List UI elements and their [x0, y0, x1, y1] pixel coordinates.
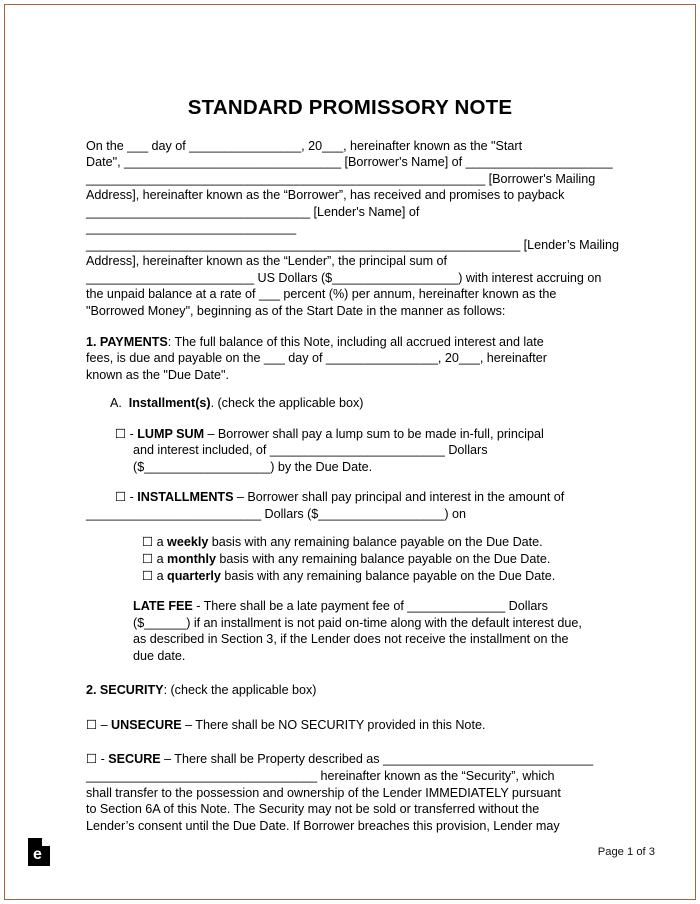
intro-line-8: ________________________ US Dollars ($__________________) with interest accruing on: [86, 270, 602, 285]
lump-sum-text: – Borrower shall pay a lump sum to be made in-full, principal: [204, 426, 544, 441]
installments-option-monthly[interactable]: [86, 551, 619, 568]
late-fee-line-3: as described in Section 3, if the Lender does not receive the installment on the: [133, 632, 569, 647]
quarterly-post: basis with any remaining balance payable on the Due Date.: [220, 568, 556, 583]
payments-line-2: fees, is due and payable on the ___ day of ________________, 20___, hereinafter: [86, 351, 547, 366]
intro-line-5: ________________________________ [Lender's Name] of ______________________________: [86, 204, 420, 236]
secure-checkbox[interactable]: ☐: [86, 751, 98, 767]
weekly-pre: a: [156, 535, 168, 550]
installments-checkbox[interactable]: ☐: [115, 489, 127, 505]
payments-item-a-rest: . (check the applicable box): [210, 396, 364, 411]
section-security: [86, 682, 619, 834]
eforms-document-icon: [27, 837, 51, 867]
security-heading: 2. SECURITY: [86, 683, 164, 698]
monthly-checkbox[interactable]: ☐: [142, 551, 154, 567]
installments-option-weekly[interactable]: [86, 534, 619, 551]
payments-heading-rest: : The full balance of this Note, including all accrued interest and late: [167, 334, 544, 349]
late-fee-line-4: due date.: [133, 648, 186, 663]
payments-item-a-label: Installment(s): [128, 396, 211, 411]
lump-sum-line-1: [86, 426, 619, 443]
unsecure-checkbox[interactable]: ☐: [86, 716, 98, 732]
unsecure-label: UNSECURE: [111, 717, 182, 732]
secure-option[interactable]: [86, 751, 619, 834]
secure-label: SECURE: [108, 752, 161, 767]
secure-line-2: _________________________________ hereinafter known as the “Security”, which: [86, 768, 555, 783]
svg-text:e: e: [33, 846, 42, 863]
page-border: [4, 4, 696, 900]
lump-sum-checkbox[interactable]: ☐: [115, 425, 127, 441]
security-heading-line: [86, 682, 619, 699]
payments-heading-line: [86, 334, 619, 351]
late-fee-line-1: [86, 598, 619, 615]
weekly-label: weekly: [167, 535, 209, 550]
intro-paragraph: [86, 138, 619, 320]
document-body: [23, 138, 677, 835]
intro-line-6: ______________________________________________________________ [Lender’s Mailing: [86, 237, 619, 252]
monthly-pre: a: [156, 552, 168, 567]
secure-line-5: Lender’s consent until the Due Date. If Borrower breaches this provision, Lender may: [86, 818, 560, 833]
payments-line-3: known as the "Due Date".: [86, 367, 229, 382]
intro-line-3: _________________________________________________________ [Borrower's Mailing: [86, 171, 596, 186]
installments-line-1: [86, 489, 619, 506]
monthly-label: monthly: [167, 552, 217, 567]
payments-heading: 1. PAYMENTS: [86, 334, 168, 349]
lump-sum-line-3: ($__________________) by the Due Date.: [133, 459, 373, 474]
intro-line-7: Address], hereinafter known as the “Lender”, the principal sum of: [86, 254, 448, 269]
page-number-label: Page 1 of 3: [597, 846, 655, 858]
unsecure-dash: –: [97, 717, 112, 732]
quarterly-checkbox[interactable]: ☐: [142, 567, 154, 583]
document-page: [5, 5, 695, 899]
weekly-checkbox[interactable]: ☐: [142, 534, 154, 550]
quarterly-pre: a: [156, 568, 168, 583]
intro-line-1: On the ___ day of ________________, 20___, hereinafter known as the "Start: [86, 138, 523, 153]
lump-sum-dash: -: [126, 426, 138, 441]
installments-line-2: _________________________ Dollars ($__________________) on: [86, 506, 466, 521]
page-footer: [5, 835, 695, 869]
intro-line-9: the unpaid balance at a rate of ___ percent (%) per annum, hereinafter known as the: [86, 287, 557, 302]
weekly-post: basis with any remaining balance payable on the Due Date.: [208, 535, 543, 550]
lump-sum-label: LUMP SUM: [137, 426, 205, 441]
quarterly-label: quarterly: [167, 568, 221, 583]
section-payments: [86, 334, 619, 412]
lump-sum-option[interactable]: [86, 426, 619, 476]
monthly-post: basis with any remaining balance payable on the Due Date.: [216, 552, 551, 567]
page-title: STANDARD PROMISSORY NOTE: [187, 96, 513, 119]
payments-item-a-marker: A.: [110, 396, 122, 411]
intro-line-10: "Borrowed Money", beginning as of the Start Date in the manner as follows:: [86, 304, 506, 319]
secure-line-1: [86, 751, 619, 768]
installments-text: – Borrower shall pay principal and interest in the amount of: [233, 490, 565, 505]
secure-line-4: to Section 6A of this Note. The Security may not be sold or transferred without the: [86, 802, 540, 817]
lump-sum-line-2: and interest included, of _________________________ Dollars: [133, 443, 488, 458]
late-fee-text: - There shall be a late payment fee of ______________ Dollars: [192, 599, 548, 614]
installments-label: INSTALLMENTS: [137, 490, 234, 505]
unsecure-option[interactable]: [86, 717, 619, 734]
installments-dash: -: [126, 490, 138, 505]
secure-dash: -: [97, 752, 109, 767]
security-heading-rest: : (check the applicable box): [163, 683, 317, 698]
secure-line-3: shall transfer to the possession and ownership of the Lender IMMEDIATELY pursuant: [86, 785, 561, 800]
installments-option[interactable]: [86, 489, 619, 584]
intro-line-4: Address], hereinafter known as the “Borrower”, has received and promises to payback: [86, 188, 565, 203]
unsecure-text: – There shall be NO SECURITY provided in this Note.: [181, 717, 486, 732]
late-fee-label: LATE FEE: [133, 599, 193, 614]
intro-line-2: Date", _______________________________ [Borrower's Name] of _____________________: [86, 155, 613, 170]
secure-text: – There shall be Property described as ______________________________: [160, 752, 594, 767]
late-fee-block: [86, 598, 619, 664]
installments-option-quarterly[interactable]: [86, 568, 619, 585]
payments-item-a: [86, 395, 619, 412]
late-fee-line-2: ($______) if an installment is not paid on-time along with the default interest due,: [133, 615, 582, 630]
